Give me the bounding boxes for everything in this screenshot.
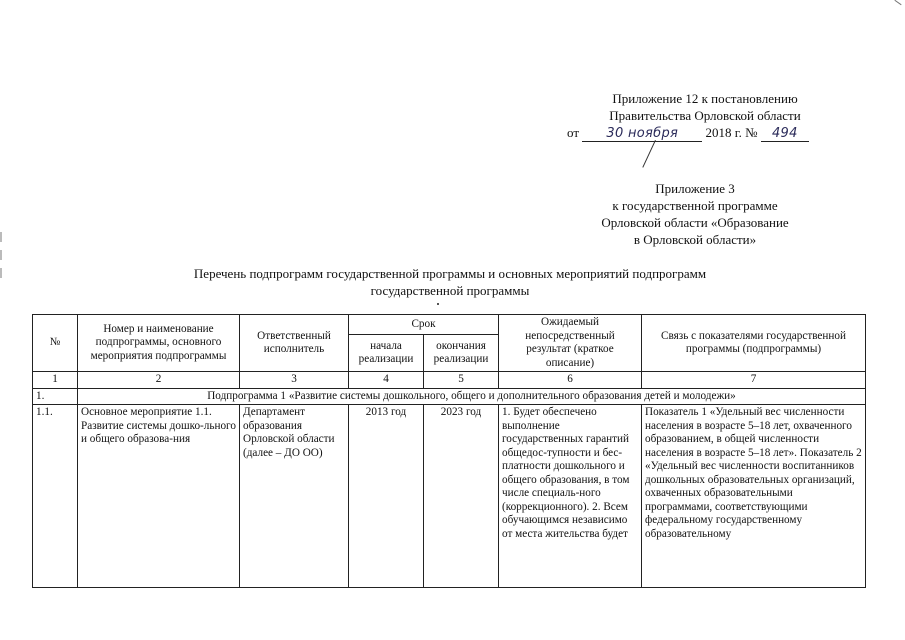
header-name: Номер и наименование подпрограммы, основного мероприятия подпрограммы [78, 315, 240, 372]
document-title [100, 265, 800, 299]
annex-line-3: Орловской области «Образование [601, 215, 789, 230]
column-numbers-row [33, 372, 866, 389]
row-executor: Департамент образования Орловской области (далее – ДО ОО) [240, 405, 349, 588]
title-line-1: Перечень подпрограмм государственной программы и основных мероприятий подпрограмм [193, 266, 707, 281]
col-number: 5 [424, 372, 499, 389]
approval-date-line [565, 124, 845, 142]
col-number: 3 [240, 372, 349, 389]
handwritten-date [582, 126, 702, 142]
col-number: 1 [33, 372, 78, 389]
subprogram-row [33, 388, 866, 405]
row-start: 2013 год [349, 405, 424, 588]
subprogram-num: 1. [33, 388, 78, 405]
header-num: № [33, 315, 78, 372]
header-term: Срок [349, 315, 499, 335]
header-result: Ожидаемый непосредственный результат (краткое описание) [499, 315, 642, 372]
table-row [33, 405, 866, 588]
subprogram-title: Подпрограмма 1 «Развитие системы дошкольного, общего и дополнительного образования детей и молодежи» [78, 388, 866, 405]
approval-line-2: Правительства Орловской области [609, 108, 801, 123]
col-number: 2 [78, 372, 240, 389]
header-term-start: начала реализации [349, 335, 424, 372]
scan-dot [437, 303, 439, 305]
handwritten-date-text: 30 ноября [606, 126, 679, 141]
year-number-label: 2018 г. № [705, 125, 758, 140]
pen-stroke [642, 140, 656, 168]
row-num: 1.1. [33, 405, 78, 588]
col-number: 6 [499, 372, 642, 389]
approval-line-1: Приложение 12 к постановлению [612, 91, 798, 106]
row-link: Показатель 1 «Удельный вес численности населения в возрасте 5–18 лет, охваченного образованием, в общей численности населения в возрасте 5–18 лет». Показатель 2 «Удельный вес численности воспитанников дошкольных образовательных организаций, охваченных образовательными программами, соответствующими федеральному государственному образовательному [642, 405, 866, 588]
subprograms-table [32, 314, 866, 588]
scan-margin-tick [0, 268, 2, 278]
header-executor: Ответственный исполнитель [240, 315, 349, 372]
scan-margin-tick [0, 250, 2, 260]
header-row [33, 315, 866, 335]
row-name: Основное мероприятие 1.1. Развитие системы дошко-льного и общего образова-ния [78, 405, 240, 588]
header-term-end: окончания реализации [424, 335, 499, 372]
annex-line-2: к государственной программе [612, 198, 778, 213]
annex-header [580, 180, 810, 248]
title-line-2: государственной программы [370, 283, 530, 298]
annex-line-4: в Орловской области» [633, 232, 757, 247]
scan-corner-mark [894, 0, 901, 5]
handwritten-number [761, 126, 809, 142]
scan-margin-tick [0, 232, 2, 242]
row-result: 1. Будет обеспечено выполнение государственных гарантий общедос-тупности и бес-платности дошкольного и общего образования, в том числе специаль-ного (коррекционного). 2. Всем обучающимся независимо от места жительства будет [499, 405, 642, 588]
date-prefix: от [567, 125, 580, 140]
approval-header [565, 90, 845, 142]
row-end: 2023 год [424, 405, 499, 588]
annex-line-1: Приложение 3 [655, 181, 735, 196]
col-number: 7 [642, 372, 866, 389]
header-link: Связь с показателями государственной программы (подпрограммы) [642, 315, 866, 372]
handwritten-number-text: 494 [771, 126, 798, 141]
col-number: 4 [349, 372, 424, 389]
